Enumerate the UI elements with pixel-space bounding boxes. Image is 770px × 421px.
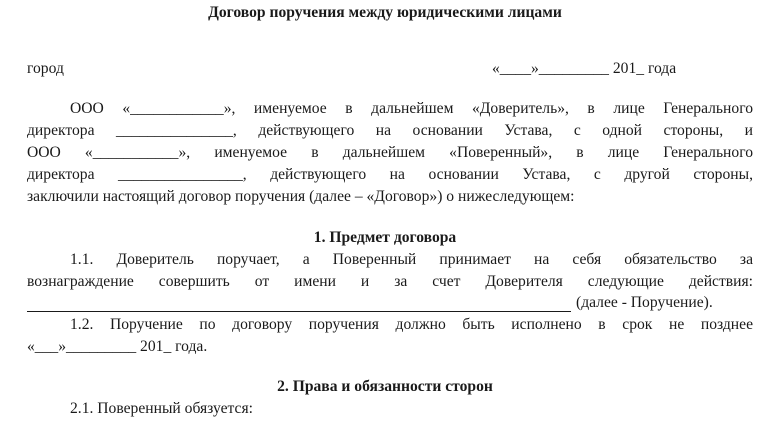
section-1-heading: 1. Предмет договора <box>313 229 457 246</box>
blank-underline <box>27 311 571 313</box>
section-2-heading: 2. Права и обязанности сторон <box>277 378 493 395</box>
document-title: Договор поручения между юридическими лицами <box>208 4 562 21</box>
clause-1-1-line-1: 1.1. Доверитель поручает, а Поверенный принимает на себя обязательство за <box>70 251 753 268</box>
preamble-line-5: заключили настоящий договор поручения (далее – «Договор») о нижеследующем: <box>27 188 575 205</box>
clause-1-1-tail: (далее - Поручение). <box>576 294 713 311</box>
preamble-line-3: ООО «___________», именуемое в дальнейшем «Поверенный», в лице Генерального <box>27 144 753 161</box>
preamble-line-1: ООО «____________», именуемое в дальнейшем «Доверитель», в лице Генерального <box>70 100 753 117</box>
clause-1-2-line-1: 1.2. Поручение по договору поручения должно быть исполнено в срок не позднее <box>70 316 753 333</box>
preamble-line-2: директора _______________, действующего на основании Устава, с одной стороны, и <box>27 122 753 139</box>
clause-2-1: 2.1. Поверенный обязуется: <box>70 400 253 417</box>
date-line: «____»_________ 201_ года <box>492 60 677 77</box>
clause-1-2-line-2: «___»_________ 201_ года. <box>27 338 208 355</box>
clause-1-1-line-2: вознаграждение совершить от имени и за счет Доверителя следующие действия: <box>27 273 753 290</box>
preamble-line-4: директора ________________, действующего на основании Устава, с другой стороны, <box>27 166 753 183</box>
city-label: город <box>27 60 64 77</box>
